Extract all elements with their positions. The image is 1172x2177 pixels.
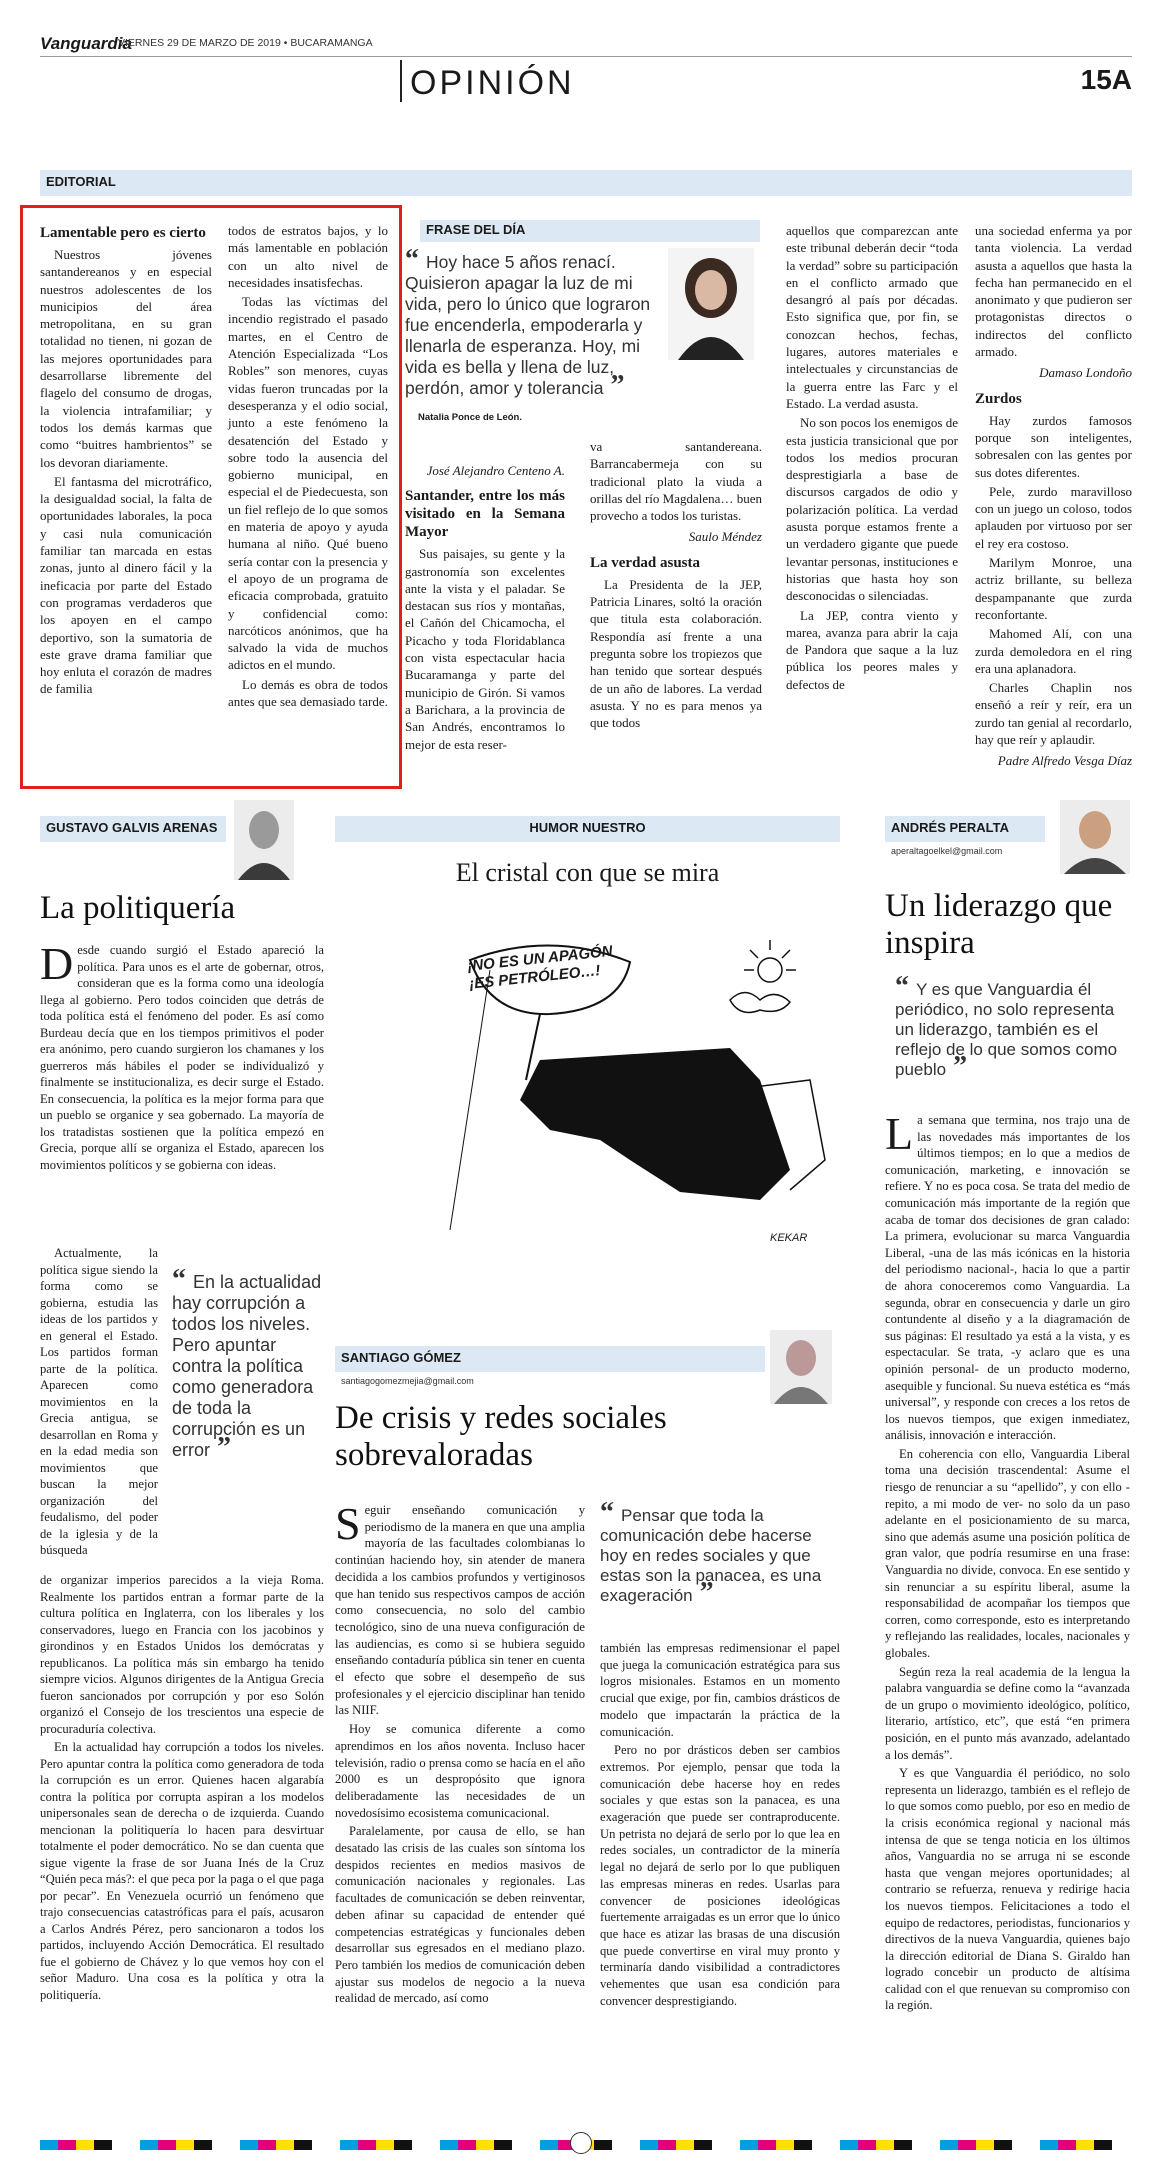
drop-cap: L (885, 1108, 914, 1159)
article-paragraph: Actualmente, la política sigue siendo la forma como se gobierna, estudia las ideas de los partidos y en general el Estado. Los partidos forman parte de la política. Aparecen como movimientos en la Grecia antigua, se desarrollan en Roma y en la edad media son movimientos que buscan la mejor organización del feudalismo, del poder de la iglesia y de la búsqueda (40, 1246, 158, 1557)
article-paragraph: Hoy se comunica diferente a como aprendimos en los años noventa. Incluso hacer televisión, radio o prensa como se hacía en el año 2000 es un despropósito que ignora deliberadamente las necesidades de un novedosísimo ecosistema comunicacional. (335, 1722, 585, 1820)
editorial-bar (40, 170, 1132, 196)
masthead-rule (40, 56, 1132, 57)
article-intro (40, 938, 324, 1173)
page-number: 15A (1080, 64, 1132, 95)
letter-paragraph: Hay zurdos famosos porque son inteligentes, sobresalen con las gentes por sus dotes diferentes. (975, 412, 1132, 480)
editorial-label: EDITORIAL (46, 174, 116, 189)
letter-signature: Damaso Londoño (1039, 365, 1132, 381)
open-quote-icon: “ (895, 971, 916, 1002)
pull-quote (172, 1264, 324, 1463)
letters-column-d (975, 222, 1132, 778)
editorial-paragraph: Todas las víctimas del incendio registrado el pasado martes, en el Centro de Atención Especializada “Los Robles” son menores, cuyas vidas fueron truncadas por la desesperanza y el odio social, junto a este fenómeno la desatención del Estado y sobre todo la ausencia del gobierno municipal, en especial el de Piedecuesta, son un fiel reflejo de lo que somos en materia de apoyo y ayuda humana al niño. Qué bueno sería contar con la presencia y el apoyo de un programa de eficacia comprobada, gratuito y confidencial como: narcóticos anónimos, que ha salvado la vida de muchos adictos en el mundo. (228, 294, 388, 673)
pull-quote (600, 1497, 840, 1608)
author-portrait-photo (234, 800, 294, 880)
speech-balloon-text: ¡NO ES UN APAGÓN ¡ES PETRÓLEO…! (466, 942, 614, 993)
section-divider (400, 60, 402, 102)
article-paragraph: Según reza la real academia de la lengua la palabra vanguardia se define como la “avanzada de un grupo o movimiento ideológico, político, literario, artístico, etc”, que está “en primera posición, en el punto más avanzado, adelantado a los demás”. (885, 1664, 1130, 1762)
article-paragraph: En coherencia con ello, Vanguardia Liberal toma una decisión trascendental: Asume el riesgo de renunciar a su “apellido”, y con ello -repito, a mi modo de ver- no solo da un paso adelante en el posicionamiento de su marca, sino que además asume una posición política de gran valor, que podría resumirse en una frase: Vanguardia no divide, convoca. En ese sentido y sin renunciar a su espíritu liberal, asume la responsabilidad de acompañar los tiempos que corren, como corresponde, esto es interpretando y reflejando las realidades, locales, nacionales y globales. (885, 1446, 1130, 1660)
article-body (885, 1108, 1130, 2016)
author-portrait-photo (770, 1330, 832, 1404)
letter-paragraph: Pele, zurdo maravilloso con un juego un coloso, todos aplauden por virtuoso por ser el rey era costoso. (975, 483, 1132, 551)
author-portrait-photo (1060, 800, 1130, 874)
cartoon-title: El cristal con que se mira (455, 858, 720, 887)
letter-title: Zurdos (975, 390, 1022, 407)
letter-paragraph: No son pocos los enemigos de esta justicia transicional que por todos los medios procuran desprestigiarla a base de discursos cargados de odio y polarización política. La verdad asusta porque estamos frente a un verdadero gigante que puede levantar personas, instituciones e historias que hasta hoy son desconocidas o silenciadas. (786, 415, 958, 604)
pull-quote-text: En la actualidad hay corrupción a todos los niveles. Pero apuntar contra la política como generadora de toda la corrupción es un error (172, 1272, 322, 1460)
article-paragraph: esde cuando surgió el Estado apareció la política. Para unos es el arte de gobernar, otros, consideran que es la forma como una ideología llega al gobierno. Pero todos coinciden que detrás de toda política está el fenómeno del poder. Es así como Burdeau decía que en los tiempos primitivos el poder era anónimo, pero cuando surgieron los chamanes y los guerreros más hábiles el poder se individualizó y finalmente se institucionaliza, es decir surge el Estado. En consecuencia, la política es la mejor forma para que un pueblo se organice y sea gobernado. La mayoría de los tratadistas sostienen que la política empezó en Grecia, porque allí se organiza el Estado, aparecen los movimientos políticos y se gobierna con ideas. (40, 943, 324, 1172)
letter-paragraph: La Presidenta de la JEP, Patricia Linares, soltó la oración que titula esta colaboración. Respondía así frente a una pregunta sobre los tropiezos que han tenido que sortear después de un año de labores. La verdad asusta. Y no es para menos ya que todos (590, 576, 762, 731)
date-line: VIERNES 29 DE MARZO DE 2019 • BUCARAMANGA (118, 37, 373, 49)
article-column-2 (600, 1640, 840, 2011)
letter-signature: Padre Alfredo Vesga Díaz (997, 753, 1132, 769)
article-headline: La politiquería (40, 890, 236, 926)
letter-paragraph: Marilym Monroe, una actriz brillante, su belleza despampanante que zurda reconfortante. (975, 555, 1132, 622)
letters-column-c (786, 222, 958, 695)
close-quote-icon: ” (946, 1051, 968, 1082)
editorial-paragraph: todos de estratos bajos, y lo más lamentable en población con un alto nivel de necesidades insatisfechas. (228, 223, 388, 290)
cartoonist-signature: KEKAR (770, 1232, 808, 1244)
article-headline: Un liderazgo que inspira (885, 888, 1113, 961)
drop-cap: S (335, 1498, 361, 1549)
close-quote-icon: ” (692, 1577, 714, 1608)
article-paragraph: también las empresas redimensionar el papel que juega la comunicación estratégica para sus logros misionales. Estamos en un momento crucial que exige, por fin, cambios drásticos de modelo que impactarán la práctica de la comunicación. (600, 1641, 840, 1739)
letter-title: La verdad asusta (590, 554, 701, 571)
article-headline: De crisis y redes sociales sobrevaloradas (335, 1400, 667, 1473)
article-narrow-column (40, 1245, 158, 1561)
close-quote-icon: ” (210, 1432, 232, 1463)
letter-paragraph: va santandereana. Barrancabermeja con su tradicional plato la viuda a orillas del río Magdalena… buen provecho a todos los turistas. (590, 439, 762, 524)
author-name: ANDRÉS PERALTA (891, 820, 1009, 835)
article-paragraph: En la actualidad hay corrupción a todos los niveles. Pero apuntar contra la política como generadora de toda la corrupción es un error. Quienes hacen algarabía contra la política por corrupta aspiran a los modelos unipersonales sean de derecha o de izquierda. Cuando mencionan la politiquería lo hacen para desvirtuar totalmente el poder democrático. No se dan cuenta que sigue vigente la frase de sor Juana Inés de la Cruz “Quién peca más?: el que peca por la paga o el que paga por pecar”. En Venezuela ocurrió un fenómeno que trajo consecuencias catastróficas para el país, acusaron a Carlos Andrés Pérez, pero sancionaron a todos los partidos, incluyendo Acción Democrática. El resultado fue el gobierno de Chávez y lo que vemos hoy con el señor Maduro. Una cosa es la política y otra la politiquería. (40, 1740, 324, 2002)
author-email: santiagogomezmejia@gmail.com (341, 1376, 474, 1386)
article-paragraph: Y es que Vanguardia él periódico, no solo representa un liderazgo, también es el reflejo de lo que somos como pueblo, por eso en medio de la crisis económica regional y nacional más intensa de que se tenga noticia en los últimos años, Vanguardia no se arruga ni se esconde hasta que vengan mejores oportunidades; al contrario se refuerza, renueva y redirige hacia los nuevos tiempos. Felicitaciones a todo el equipo de redactores, periodistas, funcionarios y directivos de la nueva Vanguardia, quienes bajo la dirección editorial de Diana S. Giraldo han logrado concebir un producto de altísima calidad con el que renuevan su compromiso con la región. (885, 1766, 1130, 2013)
letters-column-b (590, 438, 762, 733)
editorial-paragraph: El fantasma del microtráfico, la desigualdad social, la falta de oportunidades laborales, la poca y casi nula comunicación familiar tan marcada en estas zonas, junto al dinero fácil y la ineficacia por parte del Estado con programas verdaderos que los apoyen en el campo deportivo, son la sumatoria de este grave drama familiar que hoy enluta el corazón de madres de familia (40, 473, 212, 697)
author-email: aperaltagoelkel@gmail.com (891, 846, 1003, 856)
letter-paragraph: una sociedad enferma ya por tanta violencia. La verdad asusta a aquellos que hasta la fecha han permanecido en el anonimato y que pudieron ser protagonistas directos o indirectos del conflicto armado. (975, 223, 1132, 360)
newspaper-logo: Vanguardia (40, 34, 132, 53)
frase-quote-text: Hoy hace 5 años renací. Quisieron apagar la luz de mi vida, pero lo único que lograron fue encenderla, empoderarla y llenarla de esperanza. Hoy, mi vida es bella y llena de luz, perdón, amor y tolerancia (405, 252, 651, 398)
letters-column-a (405, 458, 565, 755)
article-body (40, 1572, 324, 2005)
pull-quote (895, 971, 1130, 1082)
letter-paragraph: La JEP, contra viento y marea, avanza para abrir la caja de Pandora que saque a la luz pública los peores males y defectos de (786, 607, 958, 692)
article-column-1 (335, 1498, 585, 2009)
letter-signature: José Alejandro Centeno A. (426, 463, 565, 478)
letter-paragraph: aquellos que comparezcan ante este tribunal deberán decir “toda la verdad” sobre su participación en el conflicto armado que desangró al país por décadas. Esto significa que, por fin, se conozcan hechos, fechas, lugares, autores materiales e intelectuales y circunstancias de la guerra entre las Farc y el Estado. La verdad asusta. (786, 223, 958, 411)
article-paragraph: Pero no por drásticos deben ser cambios extremos. Por ejemplo, pensar que toda la comunicación debe hacerse hoy en redes sociales y que estas son la panacea, es una exageración que puede ser contraproducente. Un petrista no dejará de serlo por lo que lea en redes sociales, un contradictor de la minería legal no dejará de serlo por lo que publiquen las empresas mineras en redes. Usarlas para convencer de posiciones ideológicas fuertemente arraigadas es un error que lo único que hace es atizar las brasas de una discusión que puede convertirse en viral muy pronto y terminaría dando visibilidad a contradictores vehementes que usan esa condición para convencer desprestigiando. (600, 1743, 840, 2008)
letter-signature: Saulo Méndez (688, 529, 762, 545)
frase-label: FRASE DEL DÍA (426, 222, 526, 237)
frase-author: Natalia Ponce de León. (418, 412, 522, 423)
editorial-column-1 (40, 222, 212, 700)
author-name: SANTIAGO GÓMEZ (341, 1350, 461, 1365)
letter-paragraph: Mahomed Alí, con una zurda demoledora en el ring era una aplanadora. (975, 626, 1132, 676)
pull-quote-text: Y es que Vanguardia él periódico, no solo representa un liderazgo, también es el reflejo de lo que somos como pueblo (895, 980, 1118, 1079)
open-quote-icon: “ (172, 1264, 193, 1295)
open-quote-icon: “ (405, 244, 426, 275)
registration-mark-icon (570, 2132, 592, 2154)
editorial-paragraph: Nuestros jóvenes santandereanos y en especial nuestros adolescentes de los municipios del área metropolitana, en su gran totalidad no tienen, ni gozan de las mejores oportunidades para desarrollarse libremente del flagelo del consumo de drogas, la violencia intrafamiliar; y todos los demás karmas que como “buitres hambrientos” se los devoran diariamente. (40, 247, 212, 470)
letter-title: Santander, entre los más visitado en la Semana Mayor (405, 488, 565, 541)
close-quote-icon: ” (603, 370, 625, 401)
editorial-title: Lamentable pero es cierto (40, 225, 206, 241)
section-title: OPINIÓN (410, 64, 575, 102)
article-paragraph: La semana que termina, nos trajo una de las novedades más importantes de los últimos tiempos; en lo que a medios de comunicación, marketing, e innovación se refiere. Y no es poca cosa. Se trata del medio de comunicación más importante de la región que acaba de tomar dos decisiones de gran calado: La primera, evolucionar su marca Vanguardia Liberal, -una de las más icónicas en la historia del periodismo nacional-, hacia lo que a partir de ahora conoceremos como Vanguardia. La segunda, obrar en consecuencia y darle un giro contundente al diseño y a la diagramación de sus páginas: El resultado ya está a la vista, y es espectacular. Se trata, -y aclaro que es una opinión personal- de un producto moderno, asequible y funcional. Su nueva estética es “más universal”, y responde con creces a los retos de los nuevos tiempos, que exigen inmediatez, análisis, innovación e interacción. (885, 1108, 1130, 1443)
humor-label: HUMOR NUESTRO (529, 820, 646, 835)
author-portrait-photo (668, 248, 754, 360)
drop-cap: D (40, 938, 74, 989)
article-paragraph: de organizar imperios parecidos a la vieja Roma. Realmente los partidos entran a formar parte de la cultura política en Inglaterra, con los liberales y los conservadores, luego en Francia con los jacobinos y girondinos y en Estados Unidos los demócratas y republicanos. La política más sin embargo ha tenido siempre vicios. Algunos dirigentes de la Antigua Grecia fueron sancionados por corrupción y por eso Solón organizó el Consejo de los trescientos una especie de procuraduría colectiva. (40, 1573, 324, 1736)
letter-paragraph: Sus paisajes, su gente y la gastronomía son excelentes ante la vista y el paladar. Se destacan sus ríos y montañas, el Cañón del Chicamocha, el Picacho y toda Floridablanca con vista espectacular hacia Bucaramanga y parte del municipio de Girón. Si vamos a Barichara, a la provincia de San Andrés, encontramos lo mejor de esta reser- (405, 546, 565, 752)
pull-quote-text: Pensar que toda la comunicación debe hacerse hoy en redes sociales y que estas son la panacea, es una exageración (600, 1506, 822, 1605)
article-paragraph: Paralelamente, por causa de ello, se han desatado las crisis de las cuales son síntoma los despidos recientes en medios masivos de comunicación nacionales y regionales. Las facultades de comunicación se deben reinventar, deben afinar su capacidad de entender qué competencias estratégicas y funcionales deben desarrollar sus egresados en el mediano plazo. Pero también los medios de comunicación deben ajustar sus modelos de negocio a la nueva realidad de mercado, así como (335, 1824, 585, 2006)
open-quote-icon: “ (600, 1497, 621, 1528)
article-paragraph: Seguir enseñando comunicación y periodismo de la manera en que una amplia mayoría de las facultades colombianas lo continúan haciendo hoy, sin atender de manera decidida a los cambios profundos y vertiginosos que han tenido sus respectivos campos de acción como consecuencia, no solo del cambio tecnológico, sino de una nueva configuración de las audiencias, es como si se hubiera seguido enseñando contaduría pública sin tener en cuenta el efecto que sobre el desempeño de sus profesionales y el ejercicio disciplinar han tenido las NIIF. (335, 1498, 585, 1718)
editorial-paragraph: Lo demás es obra de todos antes que sea demasiado tarde. (228, 676, 388, 710)
frase-quote (405, 244, 665, 401)
author-name: GUSTAVO GALVIS ARENAS (46, 820, 218, 835)
letter-paragraph: Charles Chaplin nos enseñó a reír y reír, era un zurdo tan genial al recordarlo, hay que reír y aplaudir. (975, 680, 1132, 748)
editorial-column-2 (228, 222, 388, 712)
